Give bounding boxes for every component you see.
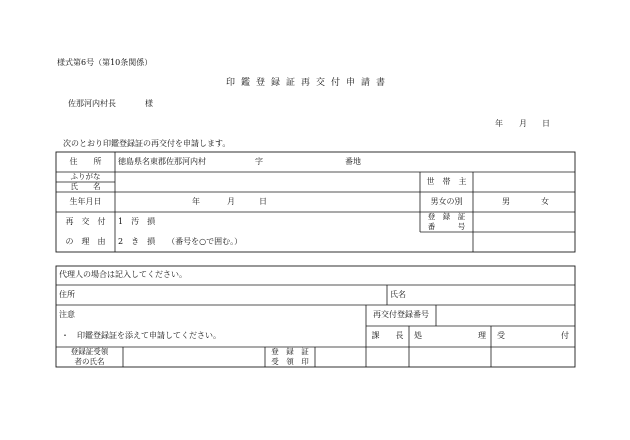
- received-seal-field[interactable]: [315, 347, 366, 367]
- sex-male[interactable]: 男: [502, 196, 510, 206]
- sex-female[interactable]: 女: [541, 196, 549, 206]
- registration-number-field[interactable]: [473, 212, 575, 232]
- reissue-number-field[interactable]: [436, 305, 575, 326]
- name-label: 氏 名: [70, 182, 101, 191]
- section-chief-label: 課 長: [371, 331, 404, 341]
- reason-label-line2: の 理 由: [65, 236, 106, 246]
- birth-day: 日: [259, 196, 267, 206]
- address-banchi: 番地: [345, 156, 361, 166]
- date-month: 月: [519, 119, 527, 128]
- date-year: 年: [495, 119, 503, 128]
- reason-option-soiled[interactable]: 1 汚 損: [118, 216, 156, 226]
- registration-number-label-line2: 番 号: [427, 222, 466, 231]
- birthdate-label: 生年月日: [69, 196, 102, 206]
- furigana-label: ふりがな: [70, 172, 101, 181]
- address-label: 住 所: [69, 156, 102, 166]
- household-head-field[interactable]: [473, 172, 575, 192]
- reason-option-damaged[interactable]: 2 き 損 （番号を○で囲む。）: [118, 236, 243, 246]
- agent-name-label: 氏名: [390, 289, 406, 299]
- addressee: 佐那河内村長: [68, 99, 116, 108]
- receiver-name-label-line2: 者の氏名: [74, 357, 105, 366]
- address-prefix: 徳島県名東郡佐那河内村: [118, 156, 206, 166]
- sex-label: 男女の別: [430, 196, 463, 206]
- reason-label-line1: 再 交 付: [65, 216, 106, 226]
- date-day: 日: [542, 119, 550, 128]
- notes-label: 注意: [59, 310, 75, 320]
- agent-note: 代理人の場合は記入してください。: [59, 270, 187, 280]
- birth-year: 年: [192, 196, 200, 206]
- household-head-label: 世 帯 主: [426, 176, 467, 186]
- document-title: 印鑑登録証再交付申請書: [226, 78, 392, 88]
- received-seal-label-line1: 登 録 証: [271, 347, 309, 356]
- address-aza: 字: [255, 156, 263, 166]
- birth-month: 月: [227, 196, 235, 206]
- addressee-honorific: 様: [145, 99, 153, 108]
- notes-bullet: ・ 印鑑登録証を添えて申請してください。: [61, 331, 221, 341]
- receiver-name-field[interactable]: [123, 347, 265, 367]
- form-number: 様式第6号（第10条関係）: [57, 58, 153, 67]
- reissue-number-label: 再交付登録番号: [373, 310, 429, 320]
- intro-text: 次のとおり印鑑登録証の再交付を申請します。: [63, 139, 231, 148]
- name-field[interactable]: [115, 172, 423, 192]
- agent-address-label: 住所: [59, 289, 75, 299]
- received-seal-label-line2: 受 領 印: [271, 357, 309, 366]
- processing-label: 処 理: [414, 331, 486, 341]
- registration-number-label-line1: 登 録 証: [427, 212, 466, 221]
- receipt-label: 受 付: [497, 331, 569, 341]
- receiver-name-label-line1: 登録証受領: [70, 347, 109, 356]
